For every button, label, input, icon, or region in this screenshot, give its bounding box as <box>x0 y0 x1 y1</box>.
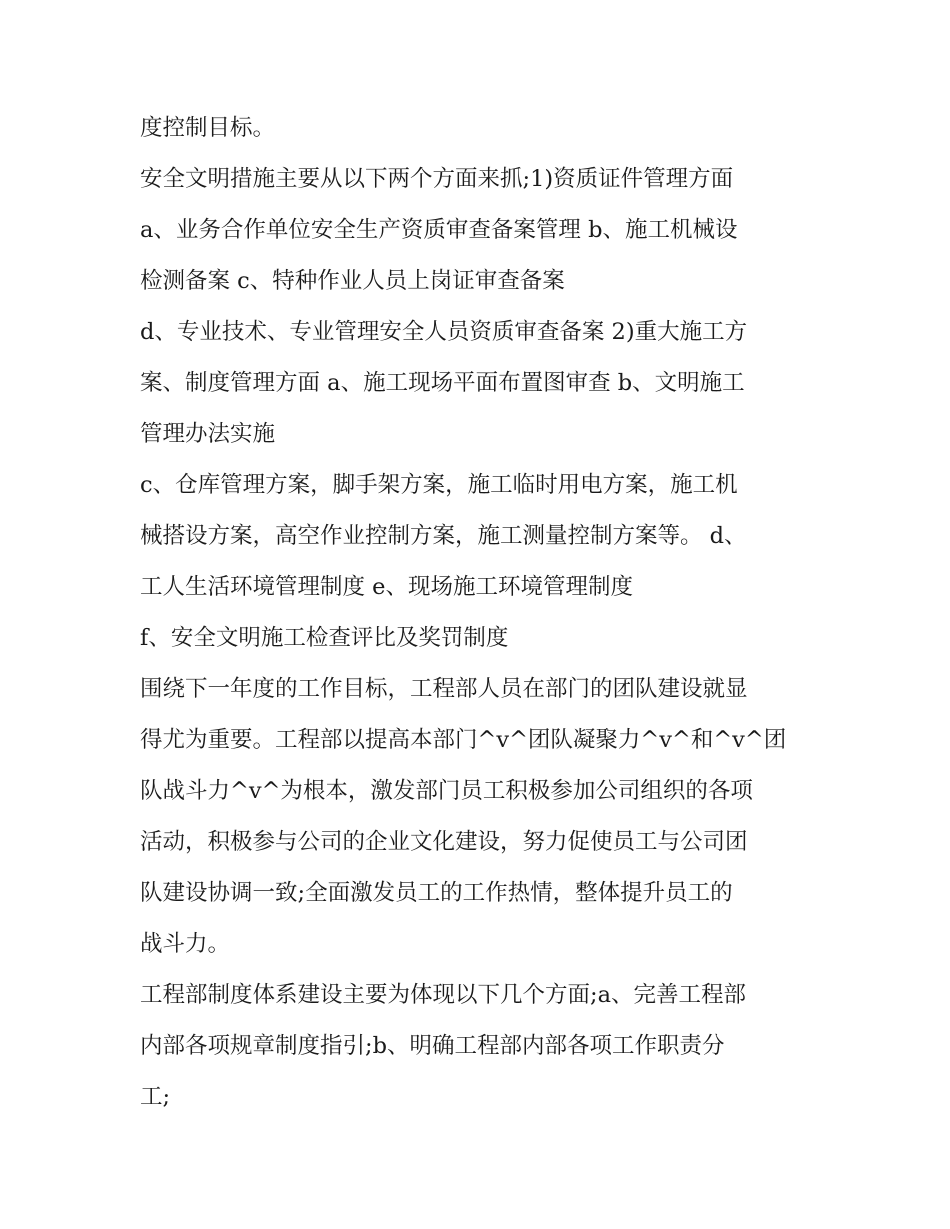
text-line: 活动，积极参与公司的企业文化建设，努力促使员工与公司团 <box>140 829 748 855</box>
text-line: 度控制目标。 <box>140 115 276 141</box>
text-line: a、业务合作单位安全生产资质审查备案管理 b、施工机械设 <box>140 217 738 243</box>
text-line: 工人生活环境管理制度 e、现场施工环境管理制度 <box>140 574 633 600</box>
text-line: 队建设协调一致;全面激发员工的工作热情，整体提升员工的 <box>140 880 733 906</box>
text-line: 得尤为重要。工程部以提高本部门^v^团队凝聚力^v^和^v^团 <box>140 727 787 753</box>
text-line: 械搭设方案，高空作业控制方案，施工测量控制方案等。 d、 <box>140 523 747 549</box>
text-line: 工; <box>140 1084 171 1110</box>
text-line: 安全文明措施主要从以下两个方面来抓;1)资质证件管理方面 <box>140 166 734 192</box>
text-line: 案、制度管理方面 a、施工现场平面布置图审查 b、文明施工 <box>140 370 745 396</box>
text-line: 内部各项规章制度指引;b、明确工程部内部各项工作职责分 <box>140 1033 725 1059</box>
text-line: 战斗力。 <box>140 931 231 957</box>
text-line: 队战斗力^v^为根本，激发部门员工积极参加公司组织的各项 <box>140 778 753 804</box>
text-line: 管理办法实施 <box>140 421 276 447</box>
text-line: 围绕下一年度的工作目标，工程部人员在部门的团队建设就显 <box>140 676 748 702</box>
text-line: 工程部制度体系建设主要为体现以下几个方面;a、完善工程部 <box>140 982 746 1008</box>
text-line: d、专业技术、专业管理安全人员资质审查备案 2)重大施工方 <box>140 319 748 345</box>
text-line: 检测备案 c、特种作业人员上岗证审查备案 <box>140 268 565 294</box>
text-line: f、安全文明施工检查评比及奖罚制度 <box>140 625 509 651</box>
text-line: c、仓库管理方案，脚手架方案，施工临时用电方案，施工机 <box>140 472 738 498</box>
